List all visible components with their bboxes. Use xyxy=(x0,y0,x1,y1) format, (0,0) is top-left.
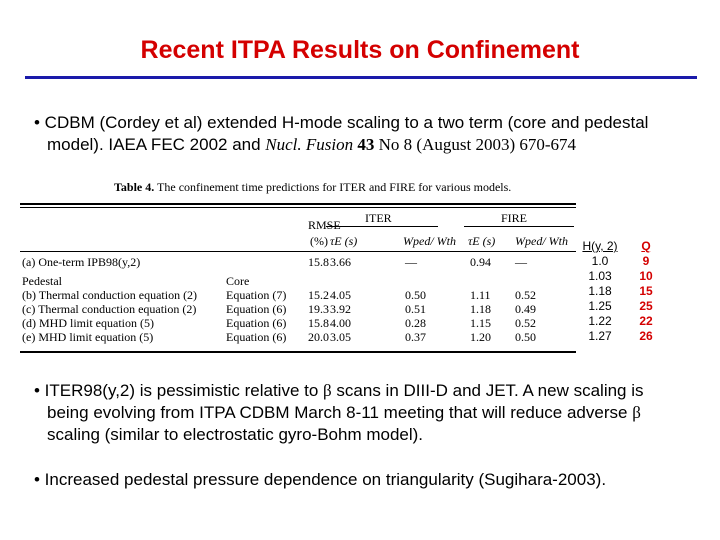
h-value: 1.18 xyxy=(588,284,612,298)
row-core: Core xyxy=(226,274,250,288)
bullet-iter98-text-b: scans in DIII-D and JET. A new scaling is xyxy=(331,381,644,400)
beta-symbol: β xyxy=(632,403,641,422)
slide-title: Recent ITPA Results on Confinement xyxy=(140,36,580,64)
row-iter-tau: 3.05 xyxy=(330,330,351,344)
q-value: 9 xyxy=(642,254,650,268)
q-value: 10 xyxy=(639,269,653,283)
journal-ref xyxy=(265,135,576,154)
row-fire-wped: 0.49 xyxy=(515,302,536,316)
h-column xyxy=(572,239,628,344)
fire-span-rule xyxy=(464,226,574,227)
row-rmse: 15.8 xyxy=(308,316,329,330)
row-core: Equation (6) xyxy=(226,316,287,330)
row-rmse: 15.2 xyxy=(308,288,329,302)
fire-wped-header: Wped/ Wth xyxy=(515,234,568,248)
bullet-iter98-line1 xyxy=(34,381,644,400)
iter-wped-header: Wped/ Wth xyxy=(403,234,456,248)
row-iter-tau: 3.66 xyxy=(330,255,351,269)
row-fire-wped: — xyxy=(515,255,527,269)
bullet-cdbm xyxy=(34,112,694,156)
row-iter-wped: 0.37 xyxy=(405,330,426,344)
row-rmse: 15.8 xyxy=(308,255,329,269)
h-column-header: H(y, 2) xyxy=(582,239,618,253)
q-column xyxy=(624,239,668,344)
bullet-pedestal-text-b: (Sugihara-2003). xyxy=(478,470,607,489)
bullet-iter98-line2 xyxy=(34,402,694,424)
bullet-cdbm-text-b: (core and pedestal xyxy=(507,113,649,132)
table-top-rule xyxy=(20,203,576,205)
bullet-cdbm-line2 xyxy=(34,134,694,156)
row-label: Pedestal xyxy=(22,274,62,288)
row-label: (e) MHD limit equation (5) xyxy=(22,330,154,344)
row-fire-wped: 0.52 xyxy=(515,288,536,302)
row-label: (d) MHD limit equation (5) xyxy=(22,316,154,330)
bullet-cdbm-model: model). IAEA FEC 2002 and xyxy=(47,135,266,154)
bullet-iter98-text-a: • ITER98(y,2) is pessimistic relative to xyxy=(34,381,324,400)
rmse-unit: (%) xyxy=(310,234,328,248)
h-value: 1.25 xyxy=(588,299,612,313)
row-label: (b) Thermal conduction equation (2) xyxy=(22,288,198,302)
row-fire-tau: 0.94 xyxy=(470,255,491,269)
bullet-cdbm-text-a: • CDBM (Cordey et al) extended H-mode scaling to a two term xyxy=(34,113,508,132)
iter-header: ITER xyxy=(365,211,392,225)
table-caption-text: The confinement time predictions for ITER and FIRE for various models. xyxy=(154,180,512,194)
title-underline xyxy=(25,76,697,79)
beta-symbol: β xyxy=(323,381,332,400)
q-column-header: Q xyxy=(641,239,651,253)
row-core: Equation (6) xyxy=(226,302,287,316)
bullet-pedestal-text-a: • Increased pedestal pressure dependence on triangularity xyxy=(34,470,479,489)
table-bottom-rule xyxy=(20,351,576,353)
q-value: 15 xyxy=(639,284,653,298)
fire-header: FIRE xyxy=(501,211,528,225)
row-iter-tau: 3.92 xyxy=(330,302,351,316)
journal-name: Nucl. Fusion xyxy=(265,135,354,154)
row-fire-wped: 0.50 xyxy=(515,330,536,344)
row-rmse: 20.0 xyxy=(308,330,329,344)
table-header-rule xyxy=(20,251,576,252)
h-value: 1.0 xyxy=(591,254,609,268)
row-core: Equation (7) xyxy=(226,288,287,302)
row-fire-tau: 1.18 xyxy=(470,302,491,316)
bullet-pedestal xyxy=(34,469,694,491)
row-iter-tau: 4.05 xyxy=(330,288,351,302)
row-iter-wped: 0.50 xyxy=(405,288,426,302)
row-label: (a) One-term IPB98(y,2) xyxy=(22,255,141,269)
q-value: 26 xyxy=(639,329,653,343)
h-value: 1.03 xyxy=(588,269,612,283)
bullet-iter98 xyxy=(34,380,694,446)
row-fire-tau: 1.20 xyxy=(470,330,491,344)
row-fire-tau: 1.11 xyxy=(470,288,491,302)
row-iter-wped: — xyxy=(405,255,417,269)
table-caption-label: Table 4. xyxy=(114,180,155,194)
table-caption xyxy=(114,180,511,195)
h-value: 1.22 xyxy=(588,314,612,328)
iter-tau-header: τE (s) xyxy=(330,234,358,248)
bullet-cdbm-line1 xyxy=(34,113,648,132)
journal-pages: No 8 (August 2003) 670-674 xyxy=(374,135,577,154)
row-core: Equation (6) xyxy=(226,330,287,344)
q-value: 22 xyxy=(639,314,653,328)
journal-volume: 43 xyxy=(357,135,375,154)
bullet-iter98-line3: scaling (similar to electrostatic gyro-Bohm model). xyxy=(47,425,424,444)
rmse-header: RMSE xyxy=(308,218,341,232)
iter-span-rule xyxy=(326,226,438,227)
table-top-rule-thin xyxy=(20,207,576,208)
row-fire-wped: 0.52 xyxy=(515,316,536,330)
fire-tau-header: τE (s) xyxy=(468,234,496,248)
row-iter-wped: 0.51 xyxy=(405,302,426,316)
h-value: 1.27 xyxy=(588,329,612,343)
row-rmse: 19.3 xyxy=(308,302,329,316)
bullet-iter98-text-c: being evolving from ITPA CDBM March 8-11 meeting that will reduce adverse xyxy=(47,403,633,422)
row-label: (c) Thermal conduction equation (2) xyxy=(22,302,197,316)
row-iter-tau: 4.00 xyxy=(330,316,351,330)
row-iter-wped: 0.28 xyxy=(405,316,426,330)
row-fire-tau: 1.15 xyxy=(470,316,491,330)
q-value: 25 xyxy=(639,299,653,313)
